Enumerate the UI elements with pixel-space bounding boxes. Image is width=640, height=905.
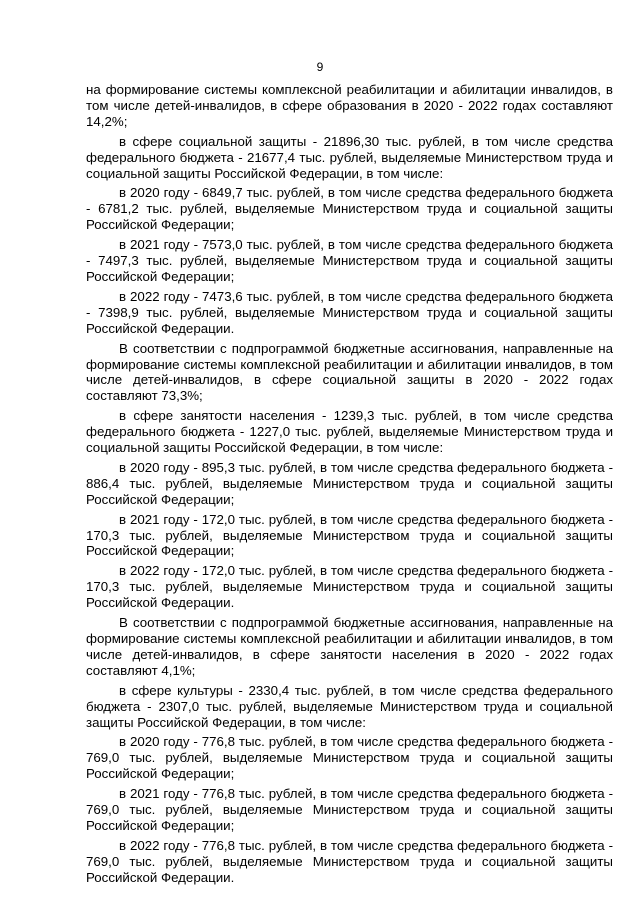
paragraph: в 2020 году - 776,8 тыс. рублей, в том числе средства федерального бюджета - 769,0 тыс. рублей, выделяемые Министерством труда и социальной защиты Российской Федерации; [86,734,613,782]
paragraph: в 2020 году - 6849,7 тыс. рублей, в том числе средства федерального бюджета - 6781,2 тыс. рублей, выделяемые Министерством труда и социальной защиты Российской Федерации; [86,185,613,233]
paragraph: в 2021 году - 172,0 тыс. рублей, в том числе средства федерального бюджета - 170,3 тыс. рублей, выделяемые Министерством труда и социальной защиты Российской Федерации; [86,511,613,559]
paragraph: в 2022 году - 776,8 тыс. рублей, в том числе средства федерального бюджета - 769,0 тыс. рублей, выделяемые Министерством труда и социальной защиты Российской Федерации. [86,837,613,885]
paragraph: В соответствии с подпрограммой бюджетные ассигнования, направленные на формирование системы комплексной реабилитации и абилитации инвалидов, в том числе детей-инвалидов, в сфере занятости населения в 2020 - 2022 годах составляют 4,1%; [86,615,613,678]
paragraph: в 2020 году - 895,3 тыс. рублей, в том числе средства федерального бюджета - 886,4 тыс. рублей, выделяемые Министерством труда и социальной защиты Российской Федерации; [86,459,613,507]
paragraph: в 2021 году - 7573,0 тыс. рублей, в том числе средства федерального бюджета - 7497,3 тыс. рублей, выделяемые Министерством труда и социальной защиты Российской Федерации; [86,237,613,284]
document-body [86,82,613,890]
paragraph: в сфере занятости населения - 1239,3 тыс. рублей, в том числе средства федерального бюджета - 1227,0 тыс. рублей, выделяемые Министерством труда и социальной защиты Российской Федерации, в том числе: [86,408,613,456]
paragraph: в 2022 году - 172,0 тыс. рублей, в том числе средства федерального бюджета - 170,3 тыс. рублей, выделяемые Министерством труда и социальной защиты Российской Федерации. [86,563,613,611]
page-number: 9 [316,60,324,74]
paragraph: в сфере социальной защиты - 21896,30 тыс. рублей, в том числе средства федерального бюджета - 21677,4 тыс. рублей, выделяемые Министерством труда и социальной защиты Российской Федерации, в том числе: [86,133,613,181]
paragraph: в сфере культуры - 2330,4 тыс. рублей, в том числе средства федерального бюджета - 2307,0 тыс. рублей, выделяемые Министерством труда и социальной защиты Российской Федерации, в том числе: [86,682,613,730]
paragraph: в 2022 году - 7473,6 тыс. рублей, в том числе средства федерального бюджета - 7398,9 тыс. рублей, выделяемые Министерством труда и социальной защиты Российской Федерации. [86,288,613,336]
paragraph: в 2021 году - 776,8 тыс. рублей, в том числе средства федерального бюджета - 769,0 тыс. рублей, выделяемые Министерством труда и социальной защиты Российской Федерации; [86,786,613,833]
paragraph: В соответствии с подпрограммой бюджетные ассигнования, направленные на формирование системы комплексной реабилитации и абилитации инвалидов, в том числе детей-инвалидов, в сфере социальной защиты в 2020 - 2022 годах составляют 73,3%; [86,340,613,404]
paragraph: на формирование системы комплексной реабилитации и абилитации инвалидов, в том числе детей-инвалидов, в сфере образования в 2020 - 2022 годах составляют 14,2%; [86,82,613,129]
